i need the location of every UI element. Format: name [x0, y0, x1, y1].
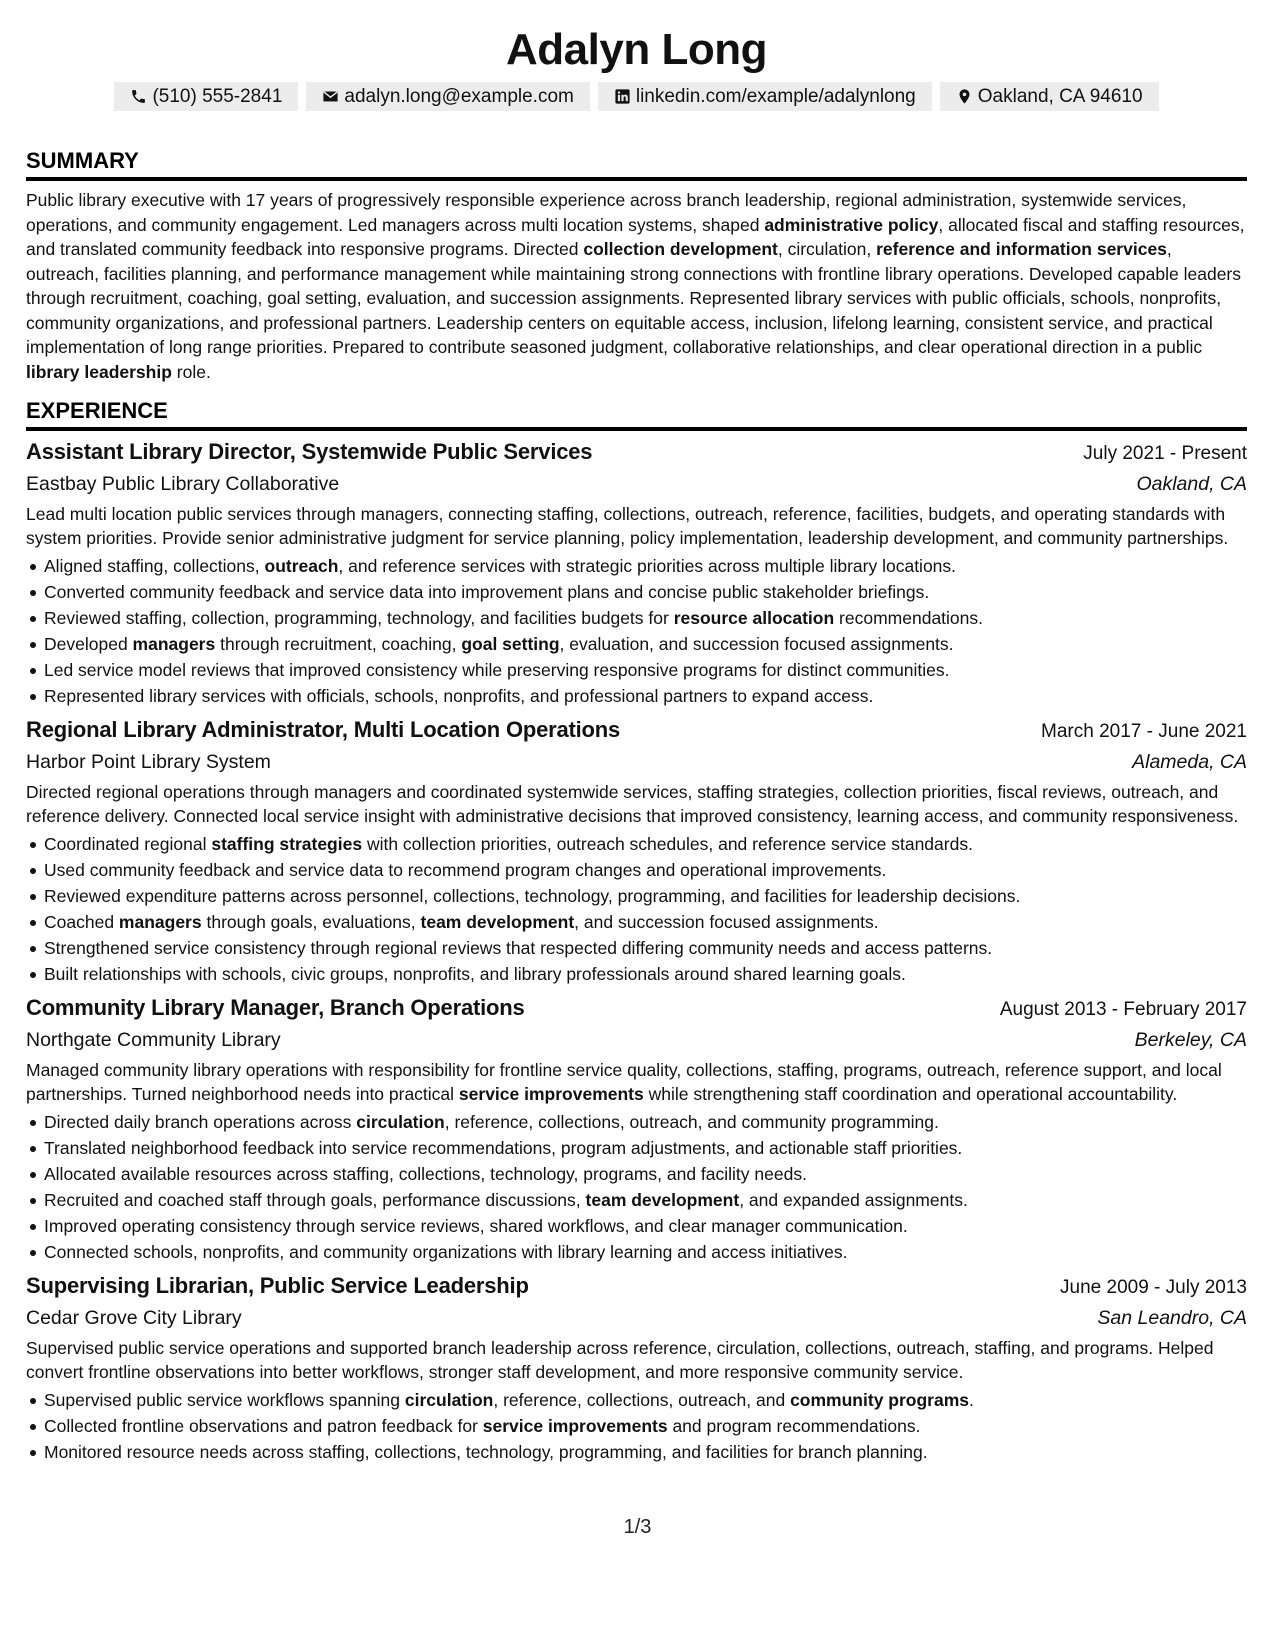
text-run: , outreach, facilities planning, and performance management while maintaining strong connections with frontline library operations. Developed capable leaders through recruitment, coaching, goal setting, evaluation, and succession assignments. Represented library services with public officials, schools, nonprofits, community organizations, and professional partners. Leadership centers on equitable access, inclusion, lifelong learning, consistent service, and practical implementation of long range priorities. Prepared to contribute seasoned judgment, collaborative relationships, and clear operational direction in a public — [26, 239, 1242, 357]
contact-phone[interactable] — [114, 82, 298, 111]
contact-bar — [26, 82, 1247, 111]
job-bullets — [26, 831, 1247, 987]
text-run: Built relationships with schools, civic groups, nonprofits, and library professionals around shared learning goals. — [44, 964, 906, 984]
emphasis-text: reference and information services — [876, 239, 1167, 259]
text-run: with collection priorities, outreach schedules, and reference service standards. — [362, 834, 973, 854]
job-subheader — [26, 1025, 1247, 1055]
emphasis-text: collection development — [583, 239, 778, 259]
contact-email[interactable] — [306, 82, 589, 111]
emphasis-text: circulation — [404, 1390, 494, 1410]
emphasis-text: resource allocation — [673, 608, 835, 628]
job-title: Regional Library Administrator, Multi Location Operations — [26, 717, 621, 742]
list-item — [26, 857, 1247, 883]
job-dates: June 2009 - July 2013 — [1060, 1277, 1247, 1298]
job-entry — [26, 993, 1247, 1265]
text-run: through goals, evaluations, — [201, 912, 421, 932]
text-run: Supervised public service operations and supported branch leadership across reference, circulation, collections, outreach, staffing, and programs. Helped convert frontline observations into better workflows, stronger staff development, and more responsive community service. — [26, 1338, 1214, 1382]
job-header — [26, 993, 1247, 1025]
text-run: Coached — [44, 912, 119, 932]
job-title: Community Library Manager, Branch Operations — [26, 995, 525, 1020]
contact-email-text: adalyn.long@example.com — [344, 85, 574, 107]
text-run: Collected frontline observations and patron feedback for — [44, 1416, 483, 1436]
text-run: , and succession focused assignments. — [574, 912, 879, 932]
emphasis-text: team development — [420, 912, 575, 932]
list-item — [26, 935, 1247, 961]
text-run: recommendations. — [834, 608, 984, 628]
emphasis-text: library leadership — [26, 361, 172, 382]
linkedin-icon — [614, 88, 631, 105]
job-description — [26, 1337, 1247, 1384]
emphasis-text: administrative policy — [764, 214, 939, 235]
text-run: Strengthened service consistency through regional reviews that respected differing community needs and access patterns. — [44, 938, 993, 958]
job-location: Berkeley, CA — [1134, 1029, 1247, 1051]
page-indicator: 1/3 — [623, 1516, 652, 1538]
list-item — [26, 831, 1247, 857]
text-run: and program recommendations. — [667, 1416, 921, 1436]
job-organization: Cedar Grove City Library — [26, 1307, 242, 1329]
emphasis-text: staffing strategies — [211, 834, 363, 854]
job-location: San Leandro, CA — [1097, 1307, 1247, 1329]
job-description — [26, 1059, 1247, 1106]
experience-heading: EXPERIENCE — [26, 398, 1247, 431]
text-run: Coordinated regional — [44, 834, 212, 854]
envelope-icon — [322, 88, 339, 105]
text-run: Lead multi location public services through managers, connecting staffing, collections, outreach, reference, facilities, budgets, and operating standards with system priorities. Provide senior administrative judgment for service planning, policy implementation, leadership development, and community partnerships. — [26, 504, 1229, 548]
text-run: Reviewed staffing, collection, programming, technology, and facilities budgets for — [44, 608, 674, 628]
list-item — [26, 631, 1247, 657]
text-run: Monitored resource needs across staffing, collections, technology, programming, and facilities for branch planning. — [44, 1442, 928, 1462]
text-run: Developed — [44, 634, 133, 654]
text-run: Reviewed expenditure patterns across personnel, collections, technology, programming, and facilities for leadership decisions. — [44, 886, 1021, 906]
emphasis-text: managers — [132, 634, 216, 654]
text-run: Converted community feedback and service data into improvement plans and concise public stakeholder briefings. — [44, 582, 930, 602]
list-item — [26, 1187, 1247, 1213]
text-run: Allocated available resources across staffing, collections, technology, programs, and facility needs. — [44, 1164, 807, 1184]
text-run: , reference, collections, outreach, and — [493, 1390, 791, 1410]
list-item — [26, 1239, 1247, 1265]
job-entry — [26, 1271, 1247, 1465]
job-header — [26, 1271, 1247, 1303]
job-bullets — [26, 1109, 1247, 1265]
job-organization: Northgate Community Library — [26, 1029, 281, 1051]
job-subheader — [26, 1303, 1247, 1333]
list-item — [26, 1413, 1247, 1439]
list-item — [26, 1213, 1247, 1239]
job-subheader — [26, 469, 1247, 499]
job-dates: August 2013 - February 2017 — [999, 999, 1247, 1020]
job-subheader — [26, 747, 1247, 777]
text-run: Managed community library operations with responsibility for frontline service quality, collections, staffing, programs, outreach, reference support, and local partnerships. Turned neighborhood needs into practical — [26, 1060, 1222, 1104]
job-dates: July 2021 - Present — [1083, 443, 1247, 464]
list-item — [26, 553, 1247, 579]
text-run: Directed regional operations through managers and coordinated systemwide services, staffing strategies, collection priorities, fiscal reviews, outreach, and reference delivery. Connected local service insight with administrative decisions that improved consistency, learning access, and community responsiveness. — [26, 782, 1239, 826]
list-item — [26, 1439, 1247, 1465]
job-title: Assistant Library Director, Systemwide Public Services — [26, 439, 593, 464]
list-item — [26, 961, 1247, 987]
job-header — [26, 437, 1247, 469]
list-item — [26, 1387, 1247, 1413]
list-item — [26, 605, 1247, 631]
job-bullets — [26, 553, 1247, 709]
contact-linkedin[interactable] — [598, 82, 932, 111]
contact-location-text: Oakland, CA 94610 — [977, 85, 1143, 107]
contact-location — [940, 82, 1159, 111]
job-entry — [26, 715, 1247, 987]
list-item — [26, 683, 1247, 709]
emphasis-text: community programs — [790, 1390, 970, 1410]
list-item — [26, 883, 1247, 909]
summary-heading: SUMMARY — [26, 148, 1247, 181]
text-run: , and expanded assignments. — [739, 1190, 968, 1210]
job-location: Oakland, CA — [1136, 473, 1247, 495]
text-run: Represented library services with officials, schools, nonprofits, and professional partners to expand access. — [44, 686, 874, 706]
list-item — [26, 657, 1247, 683]
emphasis-text: goal setting — [461, 634, 560, 654]
text-run: Led service model reviews that improved consistency while preserving responsive programs for distinct communities. — [44, 660, 950, 680]
job-title: Supervising Librarian, Public Service Leadership — [26, 1273, 529, 1298]
text-run: through recruitment, coaching, — [215, 634, 462, 654]
text-run: while strengthening staff coordination and operational accountability. — [643, 1083, 1178, 1104]
job-location: Alameda, CA — [1132, 751, 1247, 773]
map-marker-icon — [956, 88, 973, 105]
job-entry — [26, 437, 1247, 709]
text-run: , allocated fiscal and staffing resources, and translated community feedback into responsive programs. Directed — [26, 214, 1245, 259]
summary-text — [26, 188, 1247, 384]
list-item — [26, 579, 1247, 605]
text-run: . — [969, 1390, 974, 1410]
emphasis-text: circulation — [356, 1112, 445, 1132]
list-item — [26, 909, 1247, 935]
phone-icon — [130, 88, 147, 105]
job-bullets — [26, 1387, 1247, 1465]
emphasis-text: managers — [118, 912, 202, 932]
contact-linkedin-text: linkedin.com/example/adalynlong — [635, 85, 916, 107]
text-run: Aligned staffing, collections, — [44, 556, 265, 576]
text-run: , circulation, — [777, 239, 877, 259]
emphasis-text: outreach — [264, 556, 339, 576]
text-run: Used community feedback and service data to recommend program changes and operational improvements. — [44, 860, 887, 880]
text-run: , evaluation, and succession focused assignments. — [559, 634, 954, 654]
experience-list — [26, 437, 1247, 1465]
emphasis-text: service improvements — [458, 1083, 644, 1104]
text-run: Public library executive with 17 years of progressively responsible experience across branch leadership, regional administration, systemwide services, operations, and community engagement. Led managers across multi location systems, shaped — [26, 190, 1187, 235]
candidate-name: Adalyn Long — [506, 25, 767, 74]
text-run: , reference, collections, outreach, and community programming. — [444, 1112, 939, 1132]
list-item — [26, 1109, 1247, 1135]
text-run: Recruited and coached staff through goals, performance discussions, — [44, 1190, 586, 1210]
job-description — [26, 781, 1247, 828]
emphasis-text: team development — [585, 1190, 740, 1210]
text-run: Improved operating consistency through service reviews, shared workflows, and clear manager communication. — [44, 1216, 908, 1236]
emphasis-text: service improvements — [482, 1416, 668, 1436]
job-organization: Harbor Point Library System — [26, 751, 271, 773]
contact-phone-text: (510) 555-2841 — [152, 85, 283, 107]
job-description — [26, 503, 1247, 550]
text-run: Translated neighborhood feedback into service recommendations, program adjustments, and actionable staff priorities. — [44, 1138, 963, 1158]
list-item — [26, 1135, 1247, 1161]
resume-page — [26, 0, 1247, 1465]
job-organization: Eastbay Public Library Collaborative — [26, 473, 340, 495]
job-dates: March 2017 - June 2021 — [1041, 721, 1247, 742]
text-run: Connected schools, nonprofits, and community organizations with library learning and access initiatives. — [44, 1242, 848, 1262]
text-run: , and reference services with strategic priorities across multiple library locations. — [338, 556, 957, 576]
list-item — [26, 1161, 1247, 1187]
text-run: Directed daily branch operations across — [44, 1112, 357, 1132]
text-run: role. — [171, 361, 211, 382]
text-run: Supervised public service workflows spanning — [44, 1390, 405, 1410]
job-header — [26, 715, 1247, 747]
